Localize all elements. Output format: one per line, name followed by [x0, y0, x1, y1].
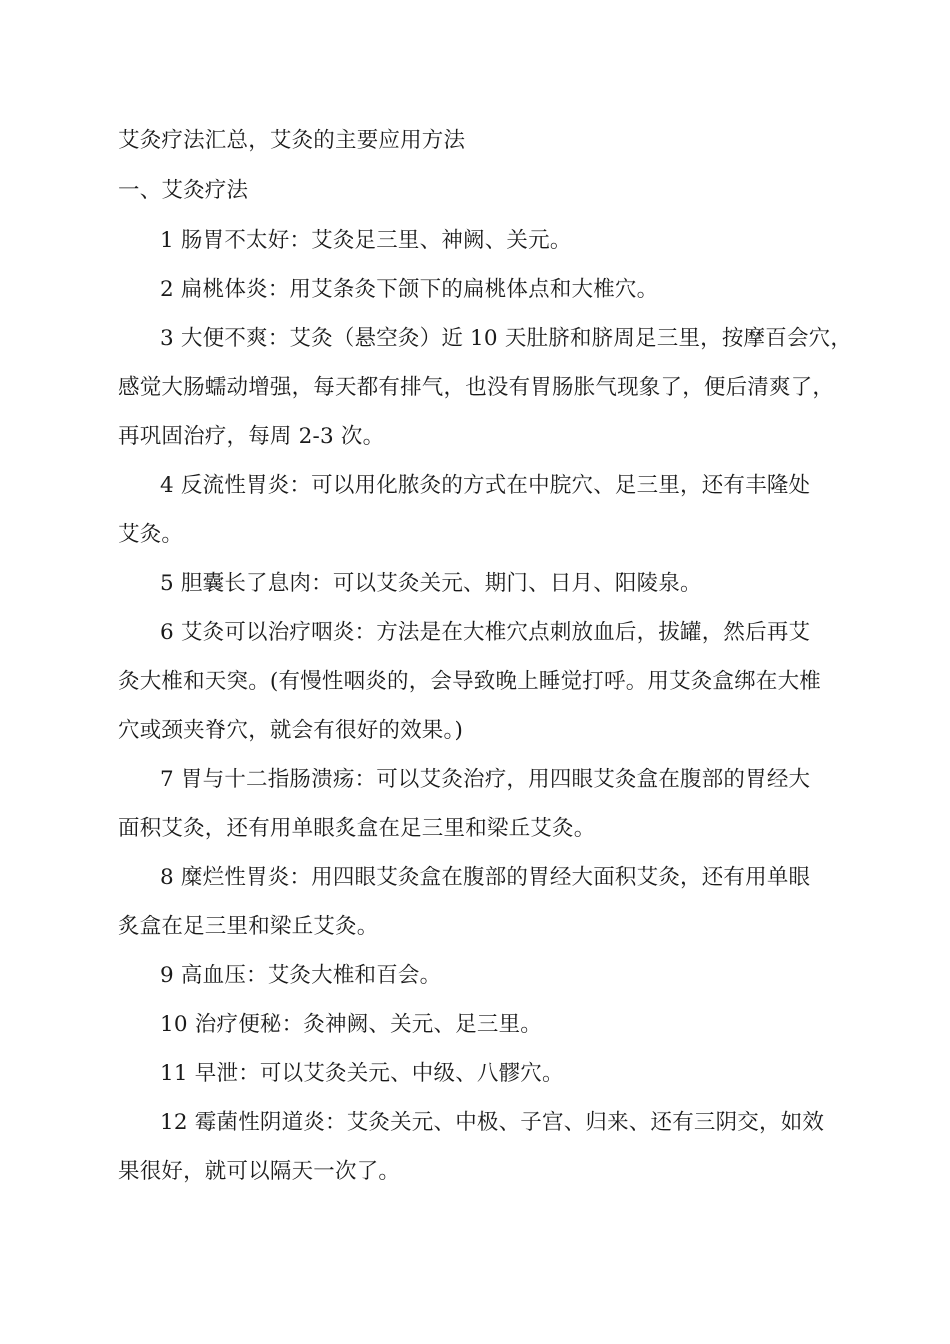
document-page — [118, 116, 853, 1196]
text-line: 感觉大肠蠕动增强，每天都有排气，也没有胃肠胀气现象了，便后清爽了， — [118, 375, 835, 400]
section-heading: 一、艾灸疗法 — [118, 178, 249, 203]
text-line: 8 糜烂性胃炎：用四眼艾灸盒在腹部的胃经大面积艾灸，还有用单眼 — [160, 865, 811, 890]
text-line: 穴或颈夹脊穴，就会有很好的效果。) — [118, 718, 464, 743]
text-line: 10 治疗便秘：灸神阙、关元、足三里。 — [160, 1012, 542, 1037]
text-line: 果很好，就可以隔天一次了。 — [118, 1159, 401, 1184]
text-line: 再巩固治疗，每周 2-3 次。 — [118, 424, 385, 449]
text-line: 面积艾灸，还有用单眼炙盒在足三里和梁丘艾灸。 — [118, 816, 596, 841]
text-line: 3 大便不爽：艾灸（悬空灸）近 10 天肚脐和脐周足三里，按摩百会穴， — [160, 326, 853, 351]
text-line: 6 艾灸可以治疗咽炎：方法是在大椎穴点刺放血后，拔罐，然后再艾 — [160, 620, 811, 645]
text-line: 9 高血压：艾灸大椎和百会。 — [160, 963, 442, 988]
text-line: 12 霉菌性阴道炎：艾灸关元、中极、子宫、归来、还有三阴交，如效 — [160, 1110, 825, 1135]
document-title: 艾灸疗法汇总，艾灸的主要应用方法 — [118, 128, 466, 153]
text-line: 7 胃与十二指肠溃疡：可以艾灸治疗，用四眼艾灸盒在腹部的胃经大 — [160, 767, 811, 792]
text-line: 1 肠胃不太好：艾灸足三里、神阙、关元。 — [160, 228, 572, 253]
text-line: 灸大椎和天突。(有慢性咽炎的，会导致晚上睡觉打呼。用艾灸盒绑在大椎 — [118, 669, 821, 694]
text-line: 艾灸。 — [118, 522, 184, 547]
text-line: 炙盒在足三里和梁丘艾灸。 — [118, 914, 379, 939]
text-line: 5 胆囊长了息肉：可以艾灸关元、期门、日月、阳陵泉。 — [160, 571, 702, 596]
text-line: 11 早泄：可以艾灸关元、中级、八髎穴。 — [160, 1061, 564, 1086]
text-line: 4 反流性胃炎：可以用化脓灸的方式在中脘穴、足三里，还有丰隆处 — [160, 473, 811, 498]
text-line: 2 扁桃体炎：用艾条灸下颌下的扁桃体点和大椎穴。 — [160, 277, 659, 302]
